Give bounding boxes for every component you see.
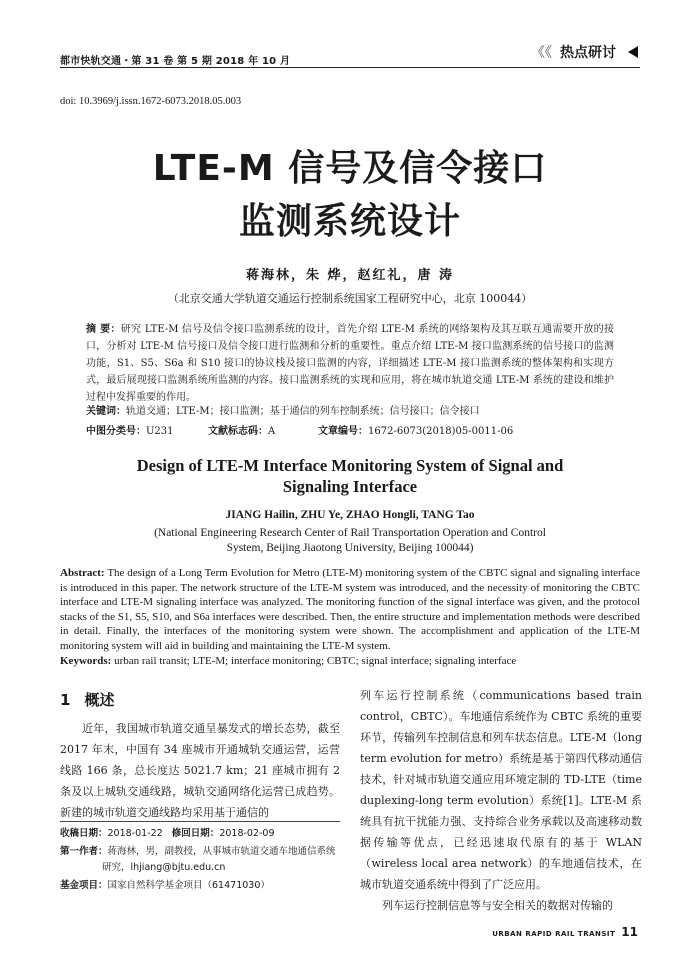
first-author-contact: 研究，lhjiang@bjtu.edu.cn [102,862,226,873]
section1-paragraph1: 近年，我国城市轨道交通呈暴发式的增长态势，截至 2017 年末，中国有 34 座城市开通城轨交通运营，运营线路 166 条，总长度达 5021.7 km；21 座城市拥有 2 条及以上城轨交通线路，城轨交通网络化运营已成趋势。新建的城市轨道交通线路均采用基于通信的 [60,722,340,819]
running-header-column [531,42,638,62]
classification-row [86,422,513,437]
keywords-en-label: Keywords: [60,654,112,667]
triangle-left-icon [628,46,638,58]
doc-code-label: 文献标志码： [208,426,268,437]
revised-date: 2018-02-09 [219,828,275,839]
column-name: 热点研讨 [560,45,616,61]
abstract-en-text: The design of a Long Term Evolution for Metro (LTE-M) monitoring system of the CBTC signal and signaling interface is introduced in this paper. The network structure of the LTE-M system was introduced, and the necessity of monitoring the CBTC interface and LTE-M signaling interface was analyzed. The monitoring function of the signal interface was given, and the protocol stacks of the S1, S5, S10, and S6a interfaces were described. Then, the entire structure and implementation methods were described in detail. Finally, the interfaces of the monitoring system were shown. The accomplishment and application of the LTE-M monitoring system will aid in building and maintaining the LTE-M system. [60,567,641,652]
column-mark: 《《 [531,45,552,61]
article-no-value: 1672-6073(2018)05-0011-06 [368,426,514,437]
fund-label: 基金项目： [60,880,108,891]
first-author-text: 蒋海林，男，副教授，从事城市轨道交通车地通信系统 [107,846,336,857]
header-rule [60,67,640,68]
doi[interactable]: doi: 10.3969/j.issn.1672-6073.2018.05.003 [60,96,242,107]
clc-value: U231 [146,426,174,437]
article-no-label: 文章编号： [318,426,368,437]
running-header-journal: 都市快轨交通・第 31 卷 第 5 期 2018 年 10 月 [60,56,291,67]
doc-code-value: A [268,426,276,437]
section-title: 概述 [84,691,115,709]
body-column-right [360,685,642,916]
section-number: 1 [60,691,71,709]
keywords-cn-text: 轨道交通；LTE-M；接口监测；基于通信的列车控制系统；信号接口；信令接口 [126,406,480,417]
received-date: 2018-01-22 [107,828,163,839]
footnote-first-author [60,844,345,876]
section1-right-paragraph1: 列车运行控制系统（communications based train control，CBTC）。车地通信系统作为 CBTC 系统的重要环节，传输列车控制信息和列车状态信息。LTE-M（long term evolution for metro）系统是基于第四代移动通信技术，针对城市轨道交通应用环境定制的 TD-LTE（time duplexing-long term evolution）系统[1]。LTE-M 系统具有抗干扰能力强、支持综合业务承载以及高速移动数据传输等优点，已经迅速取代原有的基于 WLAN（wireless local area network）的车地通信技术，在城市轨道交通系统中得到了广泛应用。 [360,689,642,891]
title-cn-line2: 监测系统设计 [238,201,461,242]
footer-journal-name: URBAN RAPID RAIL TRANSIT [492,930,616,938]
page-footer [492,925,638,939]
abstract-en-label: Abstract: [60,567,105,579]
fund-text: 国家自然科学基金项目（61471030） [107,880,270,891]
page-number: 11 [621,925,638,939]
body-column-left [60,689,340,823]
title-cn-line1: LTE-M 信号及信令接口 [152,148,548,189]
authors-en: JIANG Hailin, ZHU Ye, ZHAO Hongli, TANG Tao [225,509,475,521]
footnote-dates [60,826,345,842]
abstract-cn [86,321,614,406]
received-label: 收稿日期： [60,828,108,839]
affiliation-en-line1: (National Engineering Research Center of Rail Transportation Operation and Control [154,527,546,539]
title-en-line2: Signaling Interface [282,477,418,496]
authors-cn: 蒋海林，朱 烨，赵红礼，唐 涛 [245,268,455,283]
keywords-en-text: urban rail transit; LTE-M; interface monitoring; CBTC; signal interface; signaling interface [114,654,517,667]
revised-label: 修回日期： [171,828,220,839]
keywords-cn [86,404,614,420]
keywords-cn-label: 关键词： [86,406,126,417]
clc-label: 中图分类号： [86,426,146,437]
section1-right-paragraph2: 列车运行控制信息等与安全相关的数据对传输的 [382,899,613,912]
section-heading [60,689,340,710]
footnote-rule [60,821,340,822]
abstract-cn-label: 摘 要： [86,324,121,335]
abstract-cn-text: 研究 LTE-M 信号及信令接口监测系统的设计，首先介绍 LTE-M 系统的网络架构及其互联互通需要开放的接口，分析对 LTE-M 信号接口及信令接口进行监测和分析的重要性。重点介绍 LTE-M 接口监测系统的信号接口的监测功能，S1、S5、S6a 和 S10 接口的协议栈及接口监测的内容，详细描述 LTE-M 接口监测系统的整体架构和实现方式，最后展现接口监测系统所监测的内容。接口监测系统的实现和应用，将在城市轨道交通 LTE-M 系统的建设和维护过程中发挥重要的作用。 [86,324,614,403]
abstract-en [60,566,640,668]
affiliation-cn: （北京交通大学轨道交通运行控制系统国家工程研究中心，北京 100044） [167,292,533,305]
affiliation-en-line2: System, Beijing Jiaotong University, Beijing 100044) [226,542,474,554]
title-en-line1: Design of LTE-M Interface Monitoring System of Signal and [136,456,564,475]
first-author-label: 第一作者： [60,846,108,857]
footnote-fund [60,878,345,894]
